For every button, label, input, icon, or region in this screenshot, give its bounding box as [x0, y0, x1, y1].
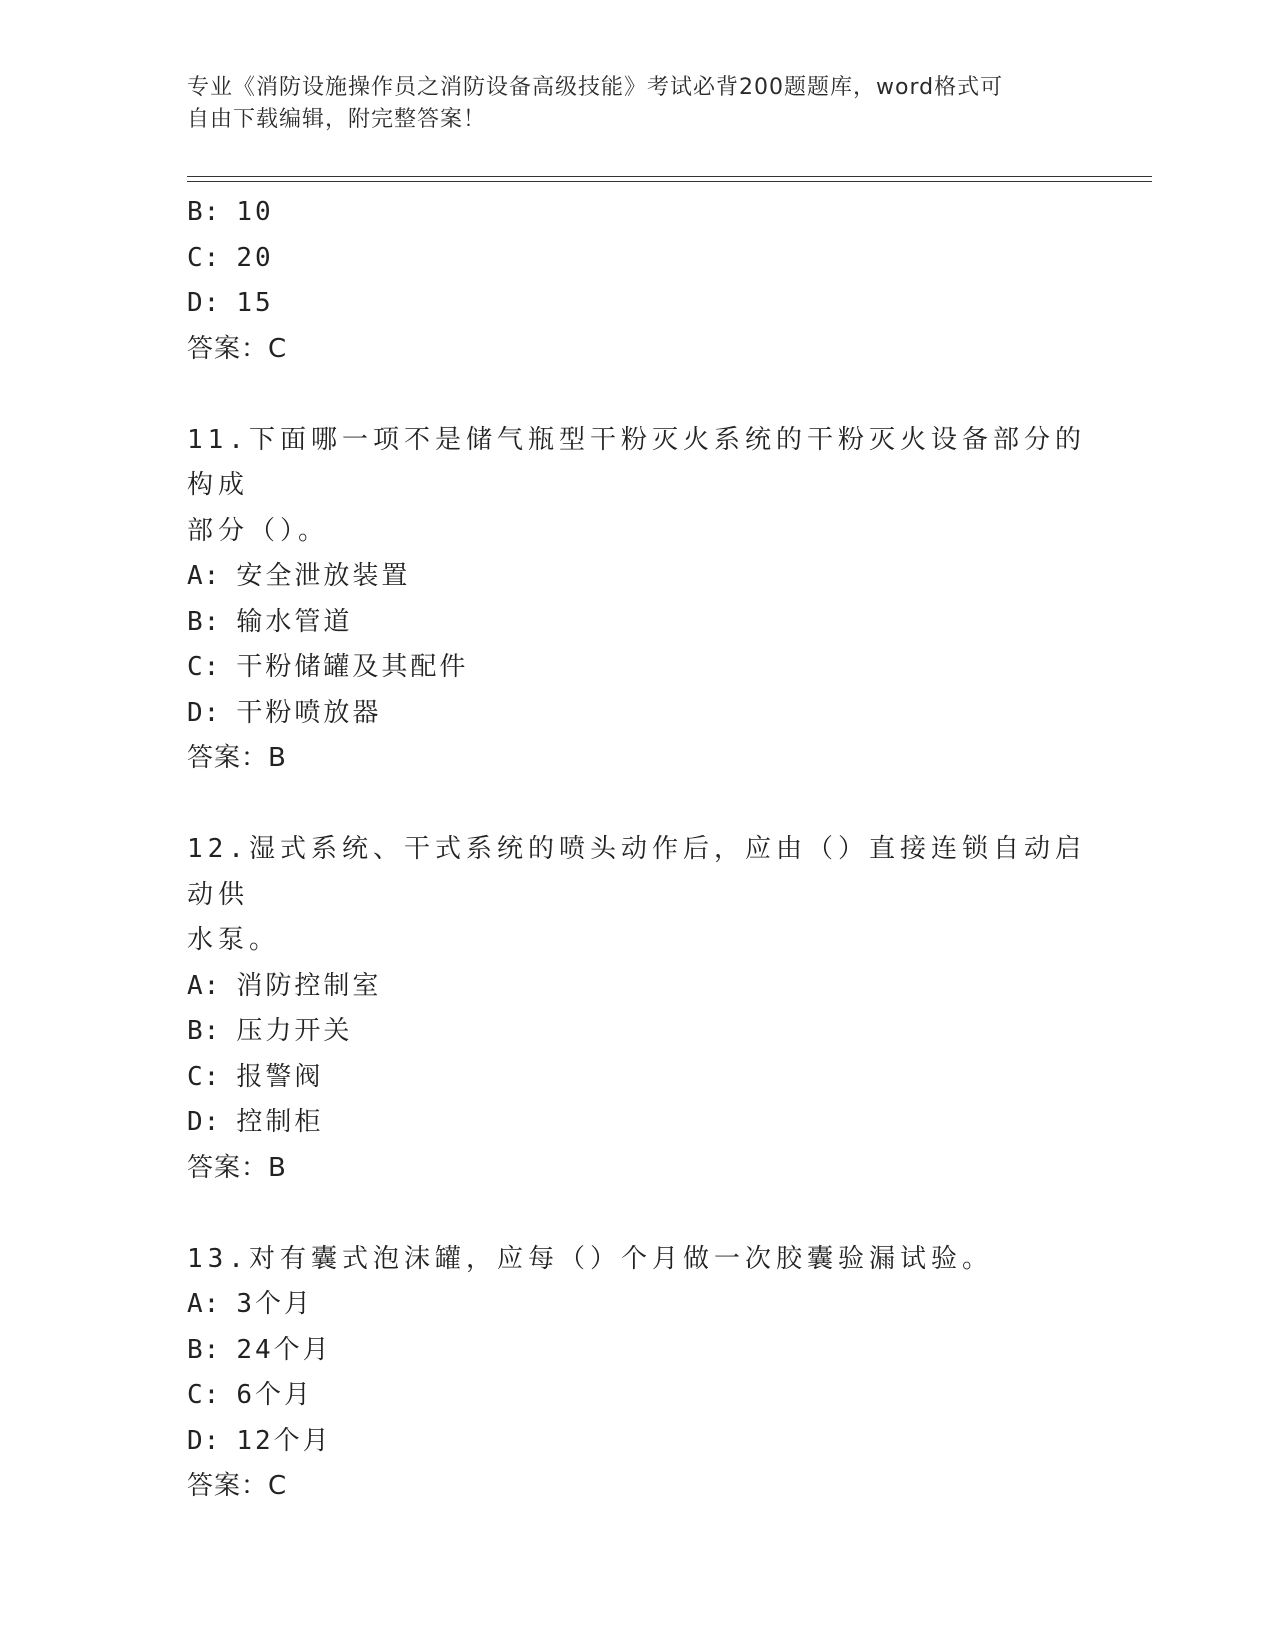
question-12 [187, 827, 1087, 1191]
option-d: D: 15 [187, 288, 274, 318]
option-c: C: 报警阀 [187, 1061, 324, 1092]
option-b: B: 10 [187, 197, 274, 227]
option-c: C: 20 [187, 242, 274, 273]
question-text-line: 水泵。 [187, 925, 281, 955]
question-continued [187, 190, 1087, 372]
question-text-line: 部分（）。 [187, 515, 330, 546]
answer-line: 答案：B [187, 743, 287, 773]
question-text-line: 12.湿式系统、干式系统的喷头动作后，应由（）直接连锁自动启动供 [187, 834, 1086, 910]
question-11 [187, 418, 1087, 782]
option-a: A: 消防控制室 [187, 970, 382, 1001]
option-b: B: 24个月 [187, 1334, 332, 1365]
header-divider-top [187, 176, 1152, 177]
option-a: A: 3个月 [187, 1289, 313, 1319]
header-line-2: 自由下载编辑，附完整答案！ [187, 107, 487, 132]
option-d: D: 干粉喷放器 [187, 697, 382, 728]
question-13 [187, 1237, 1087, 1510]
header-line-1: 专业《消防设施操作员之消防设备高级技能》考试必背200题题库，word格式可 [187, 75, 1004, 100]
answer-line: 答案：B [187, 1152, 287, 1183]
option-c: C: 6个月 [187, 1380, 313, 1410]
option-d: D: 控制柜 [187, 1107, 324, 1137]
header-divider-bottom [187, 181, 1152, 182]
option-c: C: 干粉储罐及其配件 [187, 652, 469, 682]
question-list [187, 190, 1087, 1510]
question-text-line: 13.对有囊式泡沫罐，应每（）个月做一次胶囊验漏试验。 [187, 1243, 993, 1274]
option-b: B: 输水管道 [187, 606, 353, 637]
answer-line: 答案：C [187, 1471, 288, 1501]
option-b: B: 压力开关 [187, 1016, 353, 1046]
option-d: D: 12个月 [187, 1425, 332, 1456]
document-header [187, 72, 1067, 136]
answer-line: 答案：C [187, 333, 288, 364]
question-text-line: 11.下面哪一项不是储气瓶型干粉灭火系统的干粉灭火设备部分的构成 [187, 424, 1086, 500]
option-a: A: 安全泄放装置 [187, 561, 411, 591]
